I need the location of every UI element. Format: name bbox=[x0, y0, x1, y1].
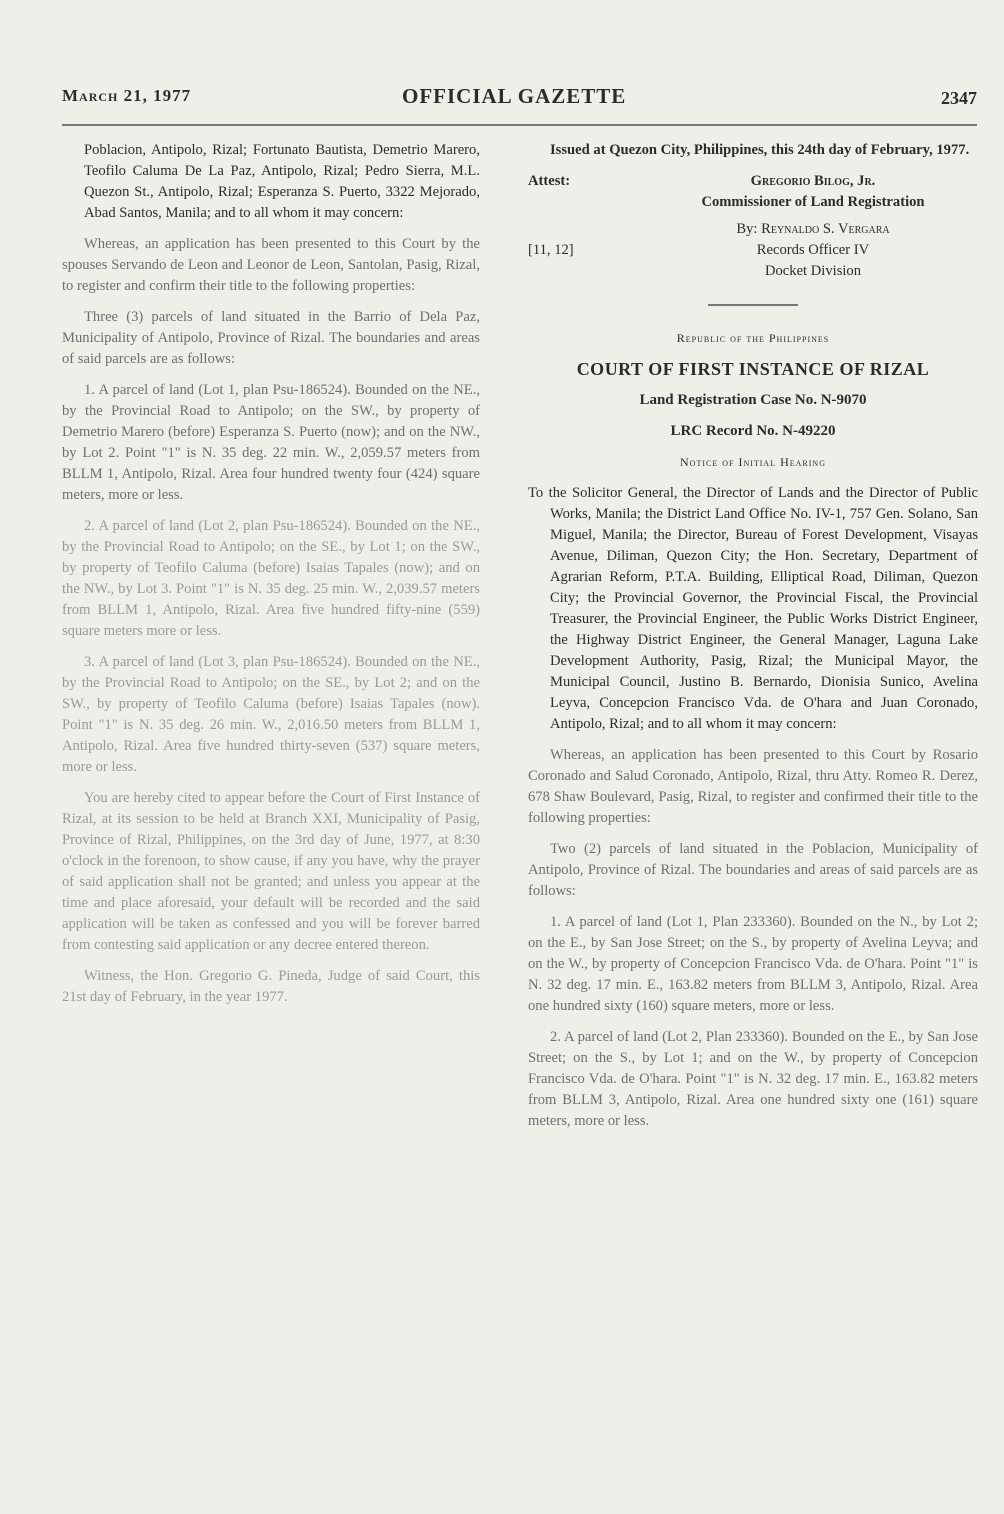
attest-label: Attest: bbox=[528, 173, 571, 189]
hearing-notice-paragraph: You are hereby cited to appear before the Court of First Instance of Rizal, at its session to be held at Branch XXI, Municipality of Pasig, Province of Rizal, Philippines, on the 3rd day of June, 1977, at 8:30 o'clock in the forenoon, to show cause, if any you have, why the prayer of said application shall not be granted; and unless you appear at the time and place aforesaid, your default will be recorded and the said application will be taken as confessed and you will be forever barred from contesting said application or any decree entered thereon. bbox=[62, 790, 480, 953]
commissioner-name: Gregorio Bilog, Jr. bbox=[750, 173, 876, 189]
whereas-paragraph-right: Whereas, an application has been presented to this Court by Rosario Coronado and Salud Coronado, Antipolo, Rizal, thru Atty. Romeo R. Derez, 678 Shaw Boulevard, Pasig, Rizal, to register and confirmed their title to the following properties: bbox=[528, 747, 978, 826]
commissioner-signature bbox=[648, 171, 978, 213]
commissioner-title: Commissioner of Land Registration bbox=[701, 194, 925, 210]
whereas-paragraph: Whereas, an application has been presented to this Court by the spouses Servando de Leon and Leonor de Leon, Santolan, Pasig, Rizal, to register and confirm their title to the following properties: bbox=[62, 236, 480, 294]
case-number: Land Registration Case No. N-9070 bbox=[639, 392, 867, 408]
court-heading: COURT OF FIRST INSTANCE OF RIZAL bbox=[576, 359, 930, 379]
parcel-3-description: 3. A parcel of land (Lot 3, plan Psu-186524). Bounded on the NE., by the Provincial Road to Antipolo; on the SE., by Lot 2; and on the SW., by property of Teofilo Caluma (before) Isaias Tapales (now). Point "1" is N. 35 deg. 26 min. W., 2,016.50 meters from BLLM 1, Antipolo, Rizal. Area five hundred thirty-seven (537) square meters, more or less. bbox=[62, 654, 480, 775]
page-number: 2347 bbox=[941, 88, 977, 108]
page-header bbox=[62, 84, 977, 124]
officer-name: Reynaldo S. Vergara bbox=[761, 221, 890, 237]
officer-block bbox=[528, 219, 978, 282]
republic-heading: Republic of the Philippines bbox=[676, 331, 830, 345]
parcel-2-description: 2. A parcel of land (Lot 2, plan Psu-186524). Bounded on the NE., by the Provincial Road to Antipolo; on the SE., by Lot 1; on the SW., by property of Teofilo Caluma (before) Isaias Tapales (now); and on the NW., by Lot 3. Point "1" is N. 35 deg. 25 min. W., 2,039.57 meters from BLLM 1, Antipolo, Rizal. Area five hundred fifty-nine (559) square meters more or less. bbox=[62, 518, 480, 639]
parcel-2-description-right: 2. A parcel of land (Lot 2, Plan 233360). Bounded on the E., by San Jose Street; on the S., by Lot 1; and on the W., by property of Concepcion Francisco Vda. de O'hara. Point "1" is N. 32 deg. 17 min. E., 163.82 meters from BLLM 3, Antipolo, Rizal. Area one hundred sixty one (161) square meters, more or less. bbox=[528, 1029, 978, 1129]
witness-paragraph: Witness, the Hon. Gregorio G. Pineda, Judge of said Court, this 21st day of February, in the year 1977. bbox=[62, 968, 480, 1005]
attest-block bbox=[528, 171, 978, 213]
parcel-1-description: 1. A parcel of land (Lot 1, plan Psu-186524). Bounded on the NE., by the Provincial Road to Antipolo; on the SW., by property of Demetrio Marero (before) Esperanza S. Puerto (now); and on the NW., by Lot 2. Point "1" is N. 35 deg. 22 min. W., 2,059.57 meters from BLLM 1, Antipolo, Rizal. Area four hundred twenty four (424) square meters, more or less. bbox=[62, 382, 480, 503]
lrc-record: LRC Record No. N-49220 bbox=[670, 423, 836, 439]
officer-title: Records Officer IV bbox=[756, 242, 870, 258]
issue-reference: [11, 12] bbox=[528, 242, 574, 258]
left-column bbox=[62, 140, 480, 1018]
right-column bbox=[528, 140, 978, 1142]
notice-heading: Notice of Initial Hearing bbox=[680, 455, 826, 469]
publication-title: OFFICIAL GAZETTE bbox=[402, 84, 627, 108]
header-rule bbox=[62, 124, 977, 126]
issue-date: March 21, 1977 bbox=[62, 86, 192, 105]
issued-line: Issued at Quezon City, Philippines, this 24th day of February, 1977. bbox=[550, 142, 970, 158]
section-divider bbox=[708, 304, 798, 306]
parcels-intro: Three (3) parcels of land situated in the Barrio of Dela Paz, Municipality of Antipolo, Province of Rizal. The boundaries and areas of said parcels are as follows: bbox=[62, 309, 480, 367]
officer-division: Docket Division bbox=[764, 263, 862, 279]
addressee-list: Poblacion, Antipolo, Rizal; Fortunato Bautista, Demetrio Marero, Teofilo Caluma De La Paz, Antipolo, Rizal; Pedro Sierra, M.L. Quezon St., Antipolo, Rizal; Esperanza S. Puerto, 3322 Mejorado, Abad Santos, Manila; and to all whom it may concern: bbox=[84, 142, 480, 221]
parcels-intro-right: Two (2) parcels of land situated in the Poblacion, Municipality of Antipolo, Province of Rizal. The boundaries and areas of said parcels are as follows: bbox=[528, 841, 978, 899]
officer-signature bbox=[648, 219, 978, 282]
parcel-1-description-right: 1. A parcel of land (Lot 1, Plan 233360). Bounded on the N., by Lot 2; on the E., by San Jose Street; on the S., by property of Avelina Leyva; and on the W., by property of Concepcion Francisco Vda. de O'hara. Point "1" is N. 32 deg. 17 min. E., 163.82 meters from BLLM 3, Antipolo, Rizal. Area one hundred sixty (160) square meters, more or less. bbox=[528, 914, 978, 1014]
to-addressees: To the Solicitor General, the Director of Lands and the Director of Public Works, Manila; the District Land Office No. IV-1, 757 Gen. Solano, San Miguel, Manila; the Director, Bureau of Forest Development, Visayas Avenue, Diliman, Quezon City; the Hon. Secretary, Department of Agrarian Reform, P.T.A. Building, Elliptical Road, Diliman, Quezon City; the Provincial Governor, the Provincial Fiscal, the Provincial Treasurer, the Provincial Engineer, the Public Works District Engineer, the Highway District Engineer, the General Manager, Laguna Lake Development Authority, Pasig, Rizal; the Municipal Mayor, the Municipal Council, Justino B. Bernardo, Dionisia Sunico, Avelina Leyva, Concepcion Francisco Vda. de O'hara and Juan Coronado, Antipolo, Rizal; and to all whom it may concern: bbox=[528, 485, 978, 732]
by-label: By: bbox=[736, 221, 758, 237]
